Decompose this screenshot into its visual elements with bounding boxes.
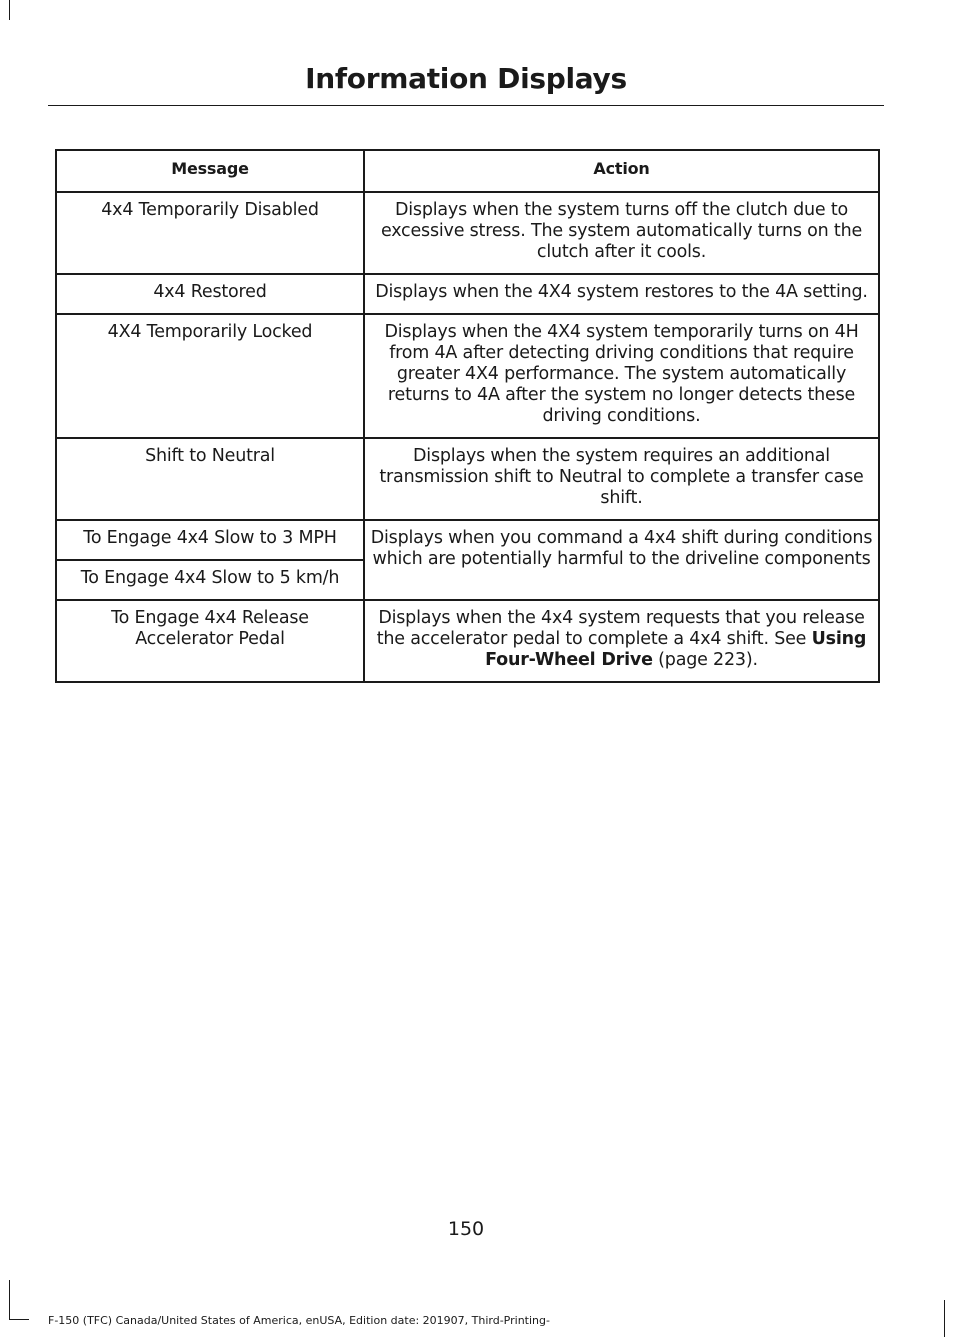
- table-row: [56, 274, 879, 314]
- table-row: [56, 192, 879, 274]
- action-cell: Displays when the system turns off the clutch due to excessive stress. The system automatically turns on the clutch after it cools.: [364, 192, 879, 274]
- message-cell: 4x4 Temporarily Disabled: [56, 192, 364, 274]
- cross-reference-link[interactable]: Using Four-Wheel Drive: [485, 629, 867, 670]
- messages-table: [55, 149, 880, 683]
- table-row: [56, 600, 879, 682]
- action-cell: Displays when you command a 4x4 shift during conditions which are potentially harmful to the driveline components: [364, 520, 879, 600]
- message-cell: To Engage 4x4 Slow to 5 km/h: [56, 560, 364, 600]
- table-row: [56, 314, 879, 438]
- message-cell: To Engage 4x4 Slow to 3 MPH: [56, 520, 364, 560]
- page-title: Information Displays: [305, 62, 627, 95]
- crop-mark-bottom-right: [944, 1300, 945, 1337]
- table-row: [56, 520, 879, 560]
- action-cell: Displays when the 4X4 system restores to the 4A setting.: [364, 274, 879, 314]
- message-cell: To Engage 4x4 Release Accelerator Pedal: [56, 600, 364, 682]
- action-text: Displays when the 4x4 system requests that you release the accelerator pedal to complete a 4x4 shift. See: [376, 608, 865, 649]
- message-cell: 4x4 Restored: [56, 274, 364, 314]
- crop-mark-bottom-left: [9, 1280, 10, 1320]
- table-header-row: [56, 150, 879, 192]
- message-cell: Shift to Neutral: [56, 438, 364, 520]
- column-header-message: Message: [56, 150, 364, 192]
- column-header-action: Action: [364, 150, 879, 192]
- action-cell: Displays when the 4X4 system temporarily turns on 4H from 4A after detecting driving conditions that require greater 4X4 performance. The system automatically returns to 4A after the system no longer detects these driving conditions.: [364, 314, 879, 438]
- footer-edition: F-150 (TFC) Canada/United States of America, enUSA, Edition date: 201907, Third-Printing-: [48, 1314, 550, 1327]
- action-cell: Displays when the system requires an additional transmission shift to Neutral to complete a transfer case shift.: [364, 438, 879, 520]
- page-number: 150: [447, 1218, 485, 1240]
- crop-mark-top-left: [9, 0, 10, 20]
- crop-mark-bottom-left-h: [9, 1319, 29, 1320]
- table-row: [56, 438, 879, 520]
- action-cell: [364, 600, 879, 682]
- message-cell: 4X4 Temporarily Locked: [56, 314, 364, 438]
- page-reference: (page 223).: [658, 650, 758, 670]
- title-divider: [48, 105, 884, 106]
